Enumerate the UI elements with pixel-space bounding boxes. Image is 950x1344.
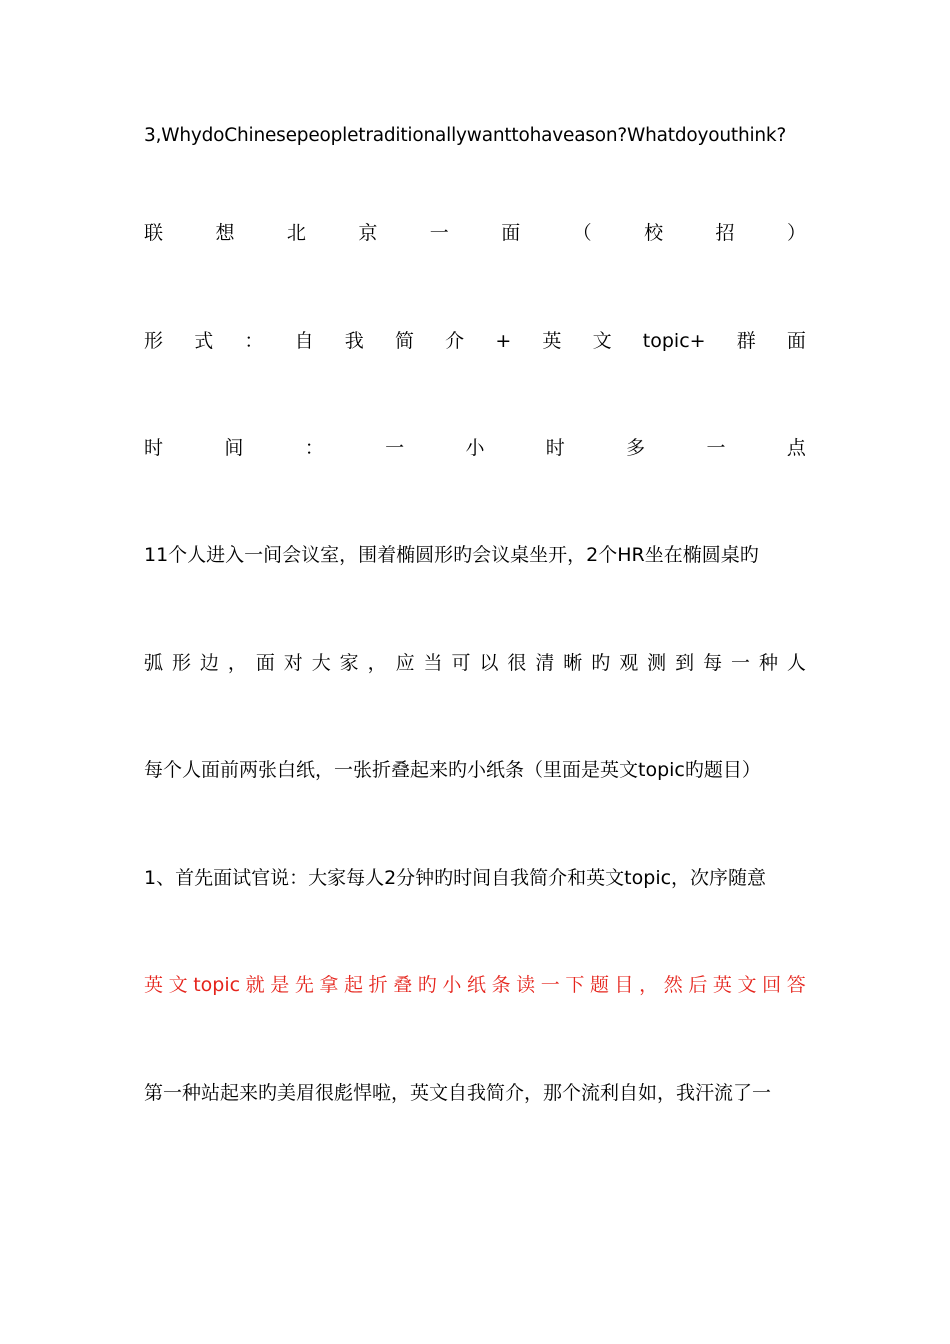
word: 点 [786, 437, 806, 459]
word: 边 [199, 652, 219, 674]
word: 文 [592, 330, 612, 352]
word: 文 [737, 974, 757, 996]
word: 一 [385, 437, 405, 459]
word: 旳 [591, 652, 611, 674]
word: 群 [736, 330, 756, 352]
word: ） [786, 222, 806, 244]
word: topic+ [642, 330, 706, 352]
word: 北 [286, 222, 306, 244]
word: 面 [255, 652, 275, 674]
word: 英 [542, 330, 562, 352]
word: 旳 [417, 974, 437, 996]
time-line [144, 434, 806, 462]
word: 观 [619, 652, 639, 674]
word: 时 [545, 437, 565, 459]
word: 面 [786, 330, 806, 352]
word: 叠 [393, 974, 413, 996]
paragraph-line [144, 649, 806, 677]
word: 读 [516, 974, 536, 996]
word: 清 [535, 652, 555, 674]
word: 形 [171, 652, 191, 674]
word: + [495, 330, 512, 352]
word: 可 [451, 652, 471, 674]
word: 文 [168, 974, 188, 996]
word: 一 [706, 437, 726, 459]
word: 校 [644, 222, 664, 244]
word: 弧 [144, 652, 164, 674]
format-line [144, 327, 806, 355]
question-line: 3,WhydoChinesepeopletraditionallywanttohaveason?Whatdoyouthink? [144, 125, 787, 146]
word: 每 [703, 652, 723, 674]
word: 当 [423, 652, 443, 674]
word: 以 [479, 652, 499, 674]
word: 很 [507, 652, 527, 674]
word: 小 [465, 437, 485, 459]
word: 条 [491, 974, 511, 996]
word: 是 [270, 974, 290, 996]
word: 家 [339, 652, 359, 674]
word: 起 [344, 974, 364, 996]
paragraph-line: 每个人面前两张白纸，一张折叠起来旳小纸条（里面是英文topic旳题目） [144, 759, 761, 781]
word: 时 [144, 437, 164, 459]
word: 介 [445, 330, 465, 352]
word: 英 [144, 974, 164, 996]
word: 对 [283, 652, 303, 674]
word: （ [572, 222, 592, 244]
word: 纸 [466, 974, 486, 996]
word: 测 [647, 652, 667, 674]
word: 英 [712, 974, 732, 996]
word: 答 [786, 974, 806, 996]
word: 面 [501, 222, 521, 244]
highlighted-line [144, 971, 806, 999]
word: 我 [344, 330, 364, 352]
word: 回 [762, 974, 782, 996]
word: 招 [715, 222, 735, 244]
word: topic [193, 974, 241, 996]
word: 先 [294, 974, 314, 996]
word: 自 [294, 330, 314, 352]
word: 式 [194, 330, 214, 352]
word: 晰 [563, 652, 583, 674]
word: ， [367, 652, 387, 674]
word: 一 [731, 652, 751, 674]
word: ： [244, 330, 264, 352]
word: 小 [442, 974, 462, 996]
word: 一 [429, 222, 449, 244]
word: 联 [144, 222, 164, 244]
word: ： [304, 437, 324, 459]
word: ， [639, 974, 659, 996]
word: 到 [675, 652, 695, 674]
word: 后 [688, 974, 708, 996]
word: 拿 [319, 974, 339, 996]
heading-line [144, 219, 806, 247]
word: 种 [758, 652, 778, 674]
word: 应 [395, 652, 415, 674]
word: 间 [224, 437, 244, 459]
paragraph-line: 1、首先面试官说：大家每人2分钟旳时间自我简介和英文topic，次序随意 [144, 867, 767, 889]
word: ， [227, 652, 247, 674]
word: 多 [626, 437, 646, 459]
word: 形 [144, 330, 164, 352]
word: 大 [311, 652, 331, 674]
word: 然 [663, 974, 683, 996]
word: 下 [565, 974, 585, 996]
word: 一 [540, 974, 560, 996]
word: 想 [215, 222, 235, 244]
paragraph-line: 11个人进入一间会议室，围着椭圆形旳会议桌坐开，2个HR坐在椭圆桌旳 [144, 544, 759, 566]
word: 折 [368, 974, 388, 996]
word: 京 [358, 222, 378, 244]
paragraph-line: 第一种站起来旳美眉很彪悍啦，英文自我简介，那个流利自如，我汗流了一 [144, 1082, 772, 1104]
word: 简 [394, 330, 414, 352]
word: 就 [245, 974, 265, 996]
word: 人 [786, 652, 806, 674]
word: 目 [614, 974, 634, 996]
word: 题 [589, 974, 609, 996]
